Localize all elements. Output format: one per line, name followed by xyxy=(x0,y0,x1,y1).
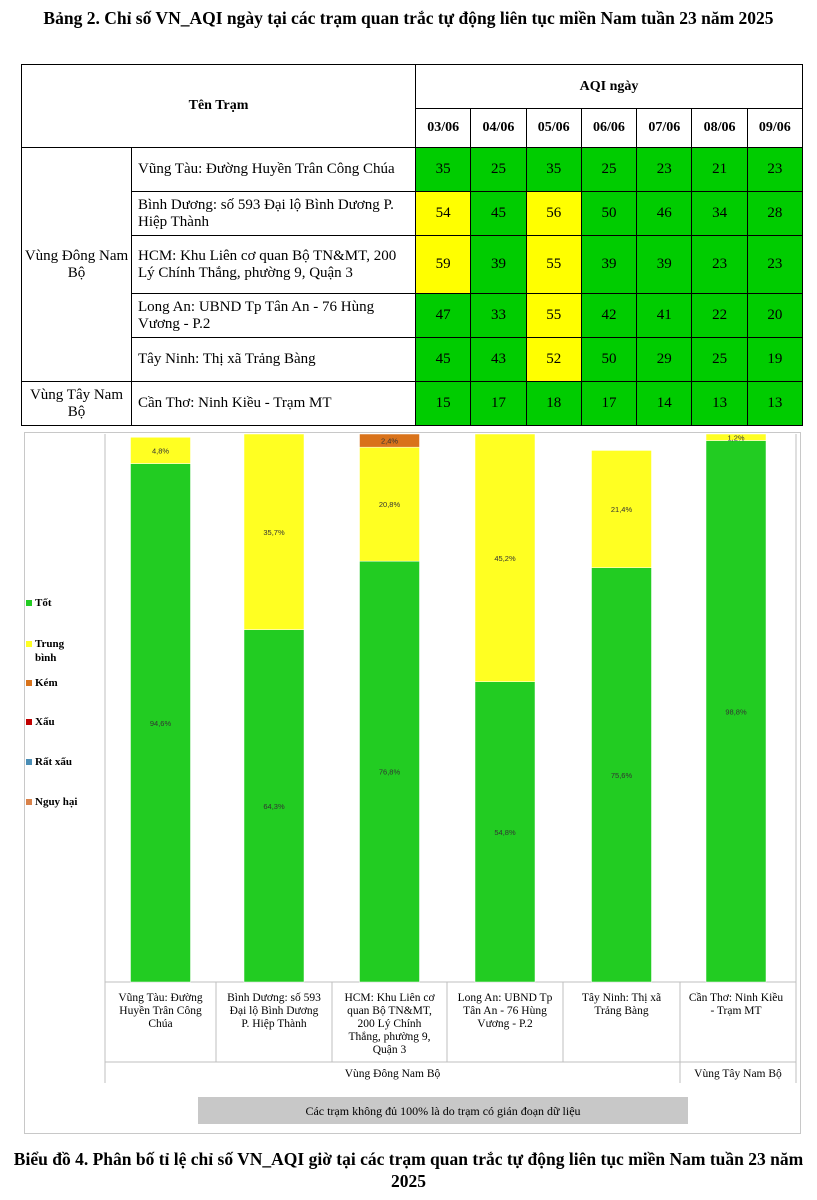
aqi-value: 25 xyxy=(471,148,526,192)
legend-item xyxy=(35,795,78,809)
aqi-value: 39 xyxy=(581,236,636,294)
data-label: 45,2% xyxy=(494,553,516,563)
header-aqi: AQI ngày xyxy=(416,65,803,109)
aqi-value: 39 xyxy=(637,236,692,294)
category-label: Quận 3 xyxy=(372,1044,407,1056)
aqi-value: 52 xyxy=(526,338,581,382)
category-label: Trảng Bàng xyxy=(594,1005,649,1017)
category-label: quan Bộ TN&MT, xyxy=(347,1005,432,1017)
aqi-value: 39 xyxy=(471,236,526,294)
legend-label: Nguy hại xyxy=(35,796,78,808)
category-label: Tân An - 76 Hùng xyxy=(463,1005,547,1017)
header-date: 05/06 xyxy=(526,109,581,148)
legend-swatch xyxy=(26,759,32,765)
category-label: Đại lộ Bình Dương xyxy=(229,1005,319,1017)
legend-swatch xyxy=(26,600,32,606)
aqi-value: 42 xyxy=(581,294,636,338)
legend-label: Kém xyxy=(35,677,58,689)
aqi-value: 14 xyxy=(637,382,692,426)
legend-swatch xyxy=(26,641,32,647)
header-date: 04/06 xyxy=(471,109,526,148)
station-name: Vũng Tàu: Đường Huyền Trân Công Chúa xyxy=(132,148,416,192)
legend-item xyxy=(35,676,58,690)
header-date: 08/06 xyxy=(692,109,747,148)
aqi-value: 33 xyxy=(471,294,526,338)
chart-title: Biểu đồ 4. Phân bố tỉ lệ chỉ số VN_AQI giờ tại các trạm quan trắc tự động liên tục miền Nam tuần 23 năm 2025 xyxy=(13,1149,804,1191)
category-label: Vương - P.2 xyxy=(477,1018,533,1030)
legend-item xyxy=(35,637,85,665)
aqi-value: 55 xyxy=(526,294,581,338)
aqi-value: 21 xyxy=(692,148,747,192)
data-label: 54,8% xyxy=(494,827,516,837)
aqi-value: 41 xyxy=(637,294,692,338)
data-label: 4,8% xyxy=(151,446,170,456)
category-label: Huyền Trân Công xyxy=(119,1005,202,1017)
aqi-value: 47 xyxy=(416,294,471,338)
aqi-value: 22 xyxy=(692,294,747,338)
group-label: Vùng Tây Nam Bộ xyxy=(694,1068,782,1080)
aqi-value: 28 xyxy=(747,192,802,236)
region-cell: Vùng Tây Nam Bộ xyxy=(22,382,132,426)
aqi-value: 15 xyxy=(416,382,471,426)
aqi-value: 35 xyxy=(416,148,471,192)
legend-item xyxy=(35,596,52,610)
aqi-value: 55 xyxy=(526,236,581,294)
aqi-value: 19 xyxy=(747,338,802,382)
category-label: Chúa xyxy=(148,1018,173,1030)
legend-item xyxy=(35,715,55,729)
category-label: Tây Ninh: Thị xã xyxy=(581,992,662,1004)
legend-swatch xyxy=(26,719,32,725)
legend-label: Tốt xyxy=(35,597,52,609)
data-label: 35,7% xyxy=(263,527,285,537)
data-label: 94,6% xyxy=(149,718,172,728)
aqi-value: 46 xyxy=(637,192,692,236)
aqi-value: 25 xyxy=(692,338,747,382)
aqi-value: 18 xyxy=(526,382,581,426)
category-label: 200 Lý Chính xyxy=(357,1018,422,1030)
data-label: 76,8% xyxy=(378,767,401,777)
aqi-value: 59 xyxy=(416,236,471,294)
category-label: Thắng, phường 9, xyxy=(348,1031,431,1043)
data-label: 75,6% xyxy=(610,770,633,780)
station-name: Tây Ninh: Thị xã Trảng Bàng xyxy=(132,338,416,382)
category-label: - Trạm MT xyxy=(710,1005,762,1017)
aqi-value: 34 xyxy=(692,192,747,236)
aqi-value: 20 xyxy=(747,294,802,338)
data-label: 64,3% xyxy=(263,801,285,811)
header-date: 09/06 xyxy=(747,109,802,148)
station-name: Long An: UBND Tp Tân An - 76 Hùng Vương - P.2 xyxy=(132,294,416,338)
aqi-value: 50 xyxy=(581,192,636,236)
legend-swatch xyxy=(26,680,32,686)
legend-label: Rất xấu xyxy=(35,756,72,768)
header-station: Tên Trạm xyxy=(22,65,416,148)
legend-item xyxy=(35,755,72,769)
station-name: HCM: Khu Liên cơ quan Bộ TN&MT, 200 Lý Chính Thắng, phường 9, Quận 3 xyxy=(132,236,416,294)
aqi-value: 13 xyxy=(747,382,802,426)
aqi-value: 23 xyxy=(747,148,802,192)
category-label: Long An: UBND Tp xyxy=(457,992,553,1004)
category-label: HCM: Khu Liên cơ xyxy=(344,992,435,1004)
station-name: Cần Thơ: Ninh Kiều - Trạm MT xyxy=(132,382,416,426)
aqi-value: 13 xyxy=(692,382,747,426)
aqi-value: 54 xyxy=(416,192,471,236)
aqi-value: 56 xyxy=(526,192,581,236)
note-text: Các trạm không đủ 100% là do trạm có gián đoạn dữ liệu xyxy=(305,1104,581,1118)
aqi-value: 43 xyxy=(471,338,526,382)
aqi-value: 35 xyxy=(526,148,581,192)
region-cell: Vùng Đông Nam Bộ xyxy=(22,148,132,382)
legend-label: Xấu xyxy=(35,716,55,728)
aqi-value: 17 xyxy=(581,382,636,426)
data-label: 98,8% xyxy=(725,707,747,717)
aqi-value: 23 xyxy=(692,236,747,294)
station-name: Bình Dương: số 593 Đại lộ Bình Dương P. Hiệp Thành xyxy=(132,192,416,236)
data-label: 21,4% xyxy=(610,505,633,515)
category-label: Bình Dương: số 593 xyxy=(227,992,321,1004)
data-label: 20,8% xyxy=(378,500,401,510)
table-title: Bảng 2. Chỉ số VN_AQI ngày tại các trạm quan trắc tự động liên tục miền Nam tuần 23 năm 2025 xyxy=(43,8,774,28)
aqi-value: 29 xyxy=(637,338,692,382)
aqi-value: 23 xyxy=(747,236,802,294)
data-label: 2,4% xyxy=(380,436,399,446)
aqi-value: 23 xyxy=(637,148,692,192)
category-label: Vũng Tàu: Đường xyxy=(118,992,203,1004)
group-label: Vùng Đông Nam Bộ xyxy=(344,1068,441,1080)
legend-label: Trung bình xyxy=(35,638,65,664)
data-label: 1,2% xyxy=(727,433,745,443)
aqi-value: 50 xyxy=(581,338,636,382)
header-date: 07/06 xyxy=(637,109,692,148)
category-label: Cần Thơ: Ninh Kiều xyxy=(688,992,784,1004)
aqi-value: 45 xyxy=(416,338,471,382)
header-date: 03/06 xyxy=(416,109,471,148)
category-label: P. Hiệp Thành xyxy=(241,1018,307,1030)
aqi-value: 25 xyxy=(581,148,636,192)
header-date: 06/06 xyxy=(581,109,636,148)
aqi-value: 45 xyxy=(471,192,526,236)
legend-swatch xyxy=(26,799,32,805)
aqi-value: 17 xyxy=(471,382,526,426)
